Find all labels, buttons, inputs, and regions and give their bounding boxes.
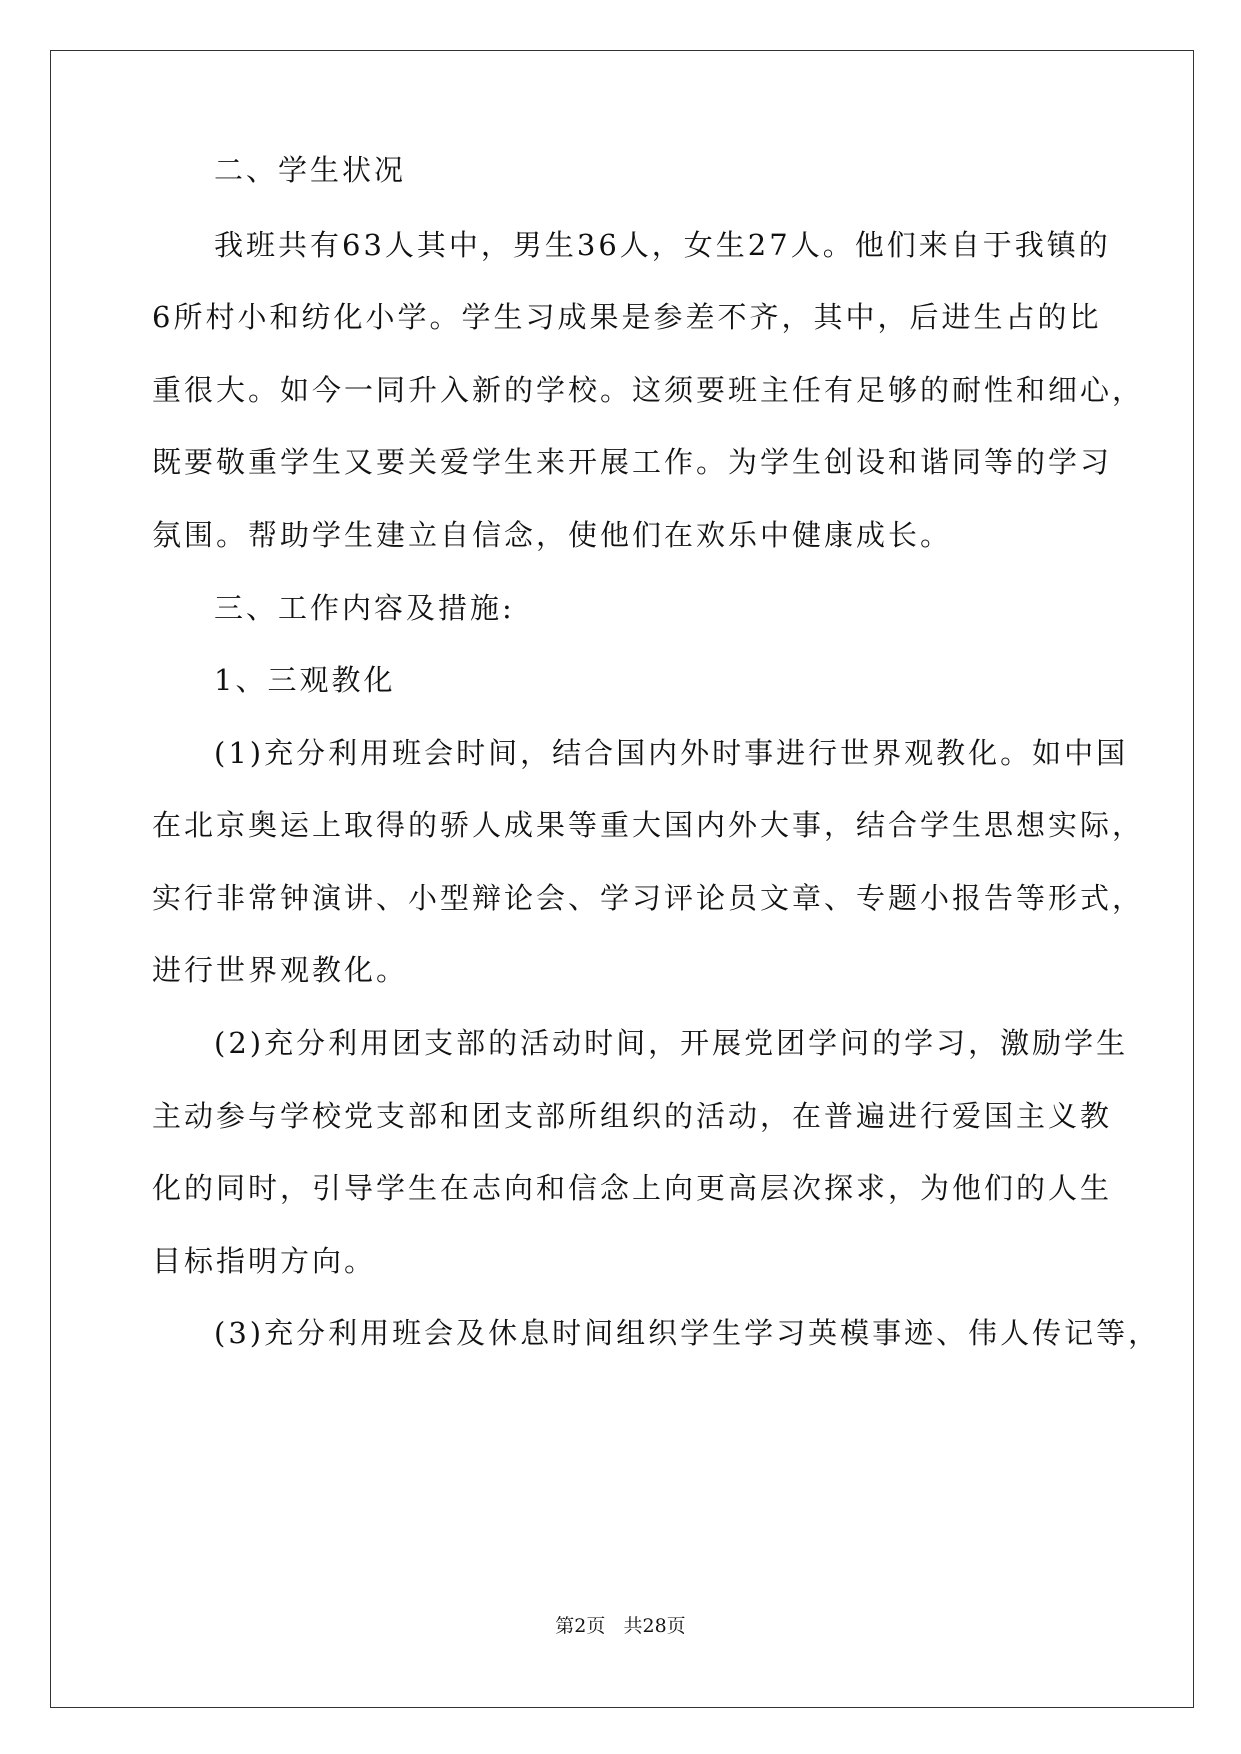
subsection-heading: 1、三观教化 bbox=[214, 663, 396, 697]
paragraph-line: 既要敬重学生又要关爱学生来开展工作。为学生创设和谐同等的学习 bbox=[152, 445, 1113, 479]
paragraph-line: (1)充分利用班会时间，结合国内外时事进行世界观教化。如中国 bbox=[214, 736, 1129, 770]
paragraph-line: 化的同时，引导学生在志向和信念上向更高层次探求，为他们的人生 bbox=[152, 1171, 1113, 1205]
paragraph-line: 在北京奥运上取得的骄人成果等重大国内外大事，结合学生思想实际， bbox=[152, 808, 1145, 842]
paragraph-line: (3)充分利用班会及休息时间组织学生学习英模事迹、伟人传记等， bbox=[214, 1316, 1161, 1350]
paragraph-line: 重很大。如今一同升入新的学校。这须要班主任有足够的耐性和细心， bbox=[152, 373, 1145, 407]
paragraph-line: 进行世界观教化。 bbox=[152, 953, 409, 987]
paragraph-line: 6所村小和纺化小学。学生习成果是参差不齐，其中，后进生占的比 bbox=[152, 300, 1102, 334]
paragraph-line: (2)充分利用团支部的活动时间，开展党团学问的学习，激励学生 bbox=[214, 1026, 1129, 1060]
section-heading-work-content: 三、工作内容及措施: bbox=[214, 591, 515, 625]
section-heading-student-status: 二、学生状况 bbox=[214, 153, 407, 187]
paragraph-line: 目标指明方向。 bbox=[152, 1244, 377, 1278]
page-number: 第2页 共28页 bbox=[555, 1615, 686, 1637]
paragraph-line: 主动参与学校党支部和团支部所组织的活动，在普遍进行爱国主义教 bbox=[152, 1099, 1113, 1133]
paragraph-line: 实行非常钟演讲、小型辩论会、学习评论员文章、专题小报告等形式， bbox=[152, 881, 1145, 915]
paragraph-line: 我班共有63人其中，男生36人，女生27人。他们来自于我镇的 bbox=[214, 228, 1111, 262]
page-footer bbox=[0, 1614, 1241, 1638]
paragraph-line: 氛围。帮助学生建立自信念，使他们在欢乐中健康成长。 bbox=[152, 518, 953, 552]
